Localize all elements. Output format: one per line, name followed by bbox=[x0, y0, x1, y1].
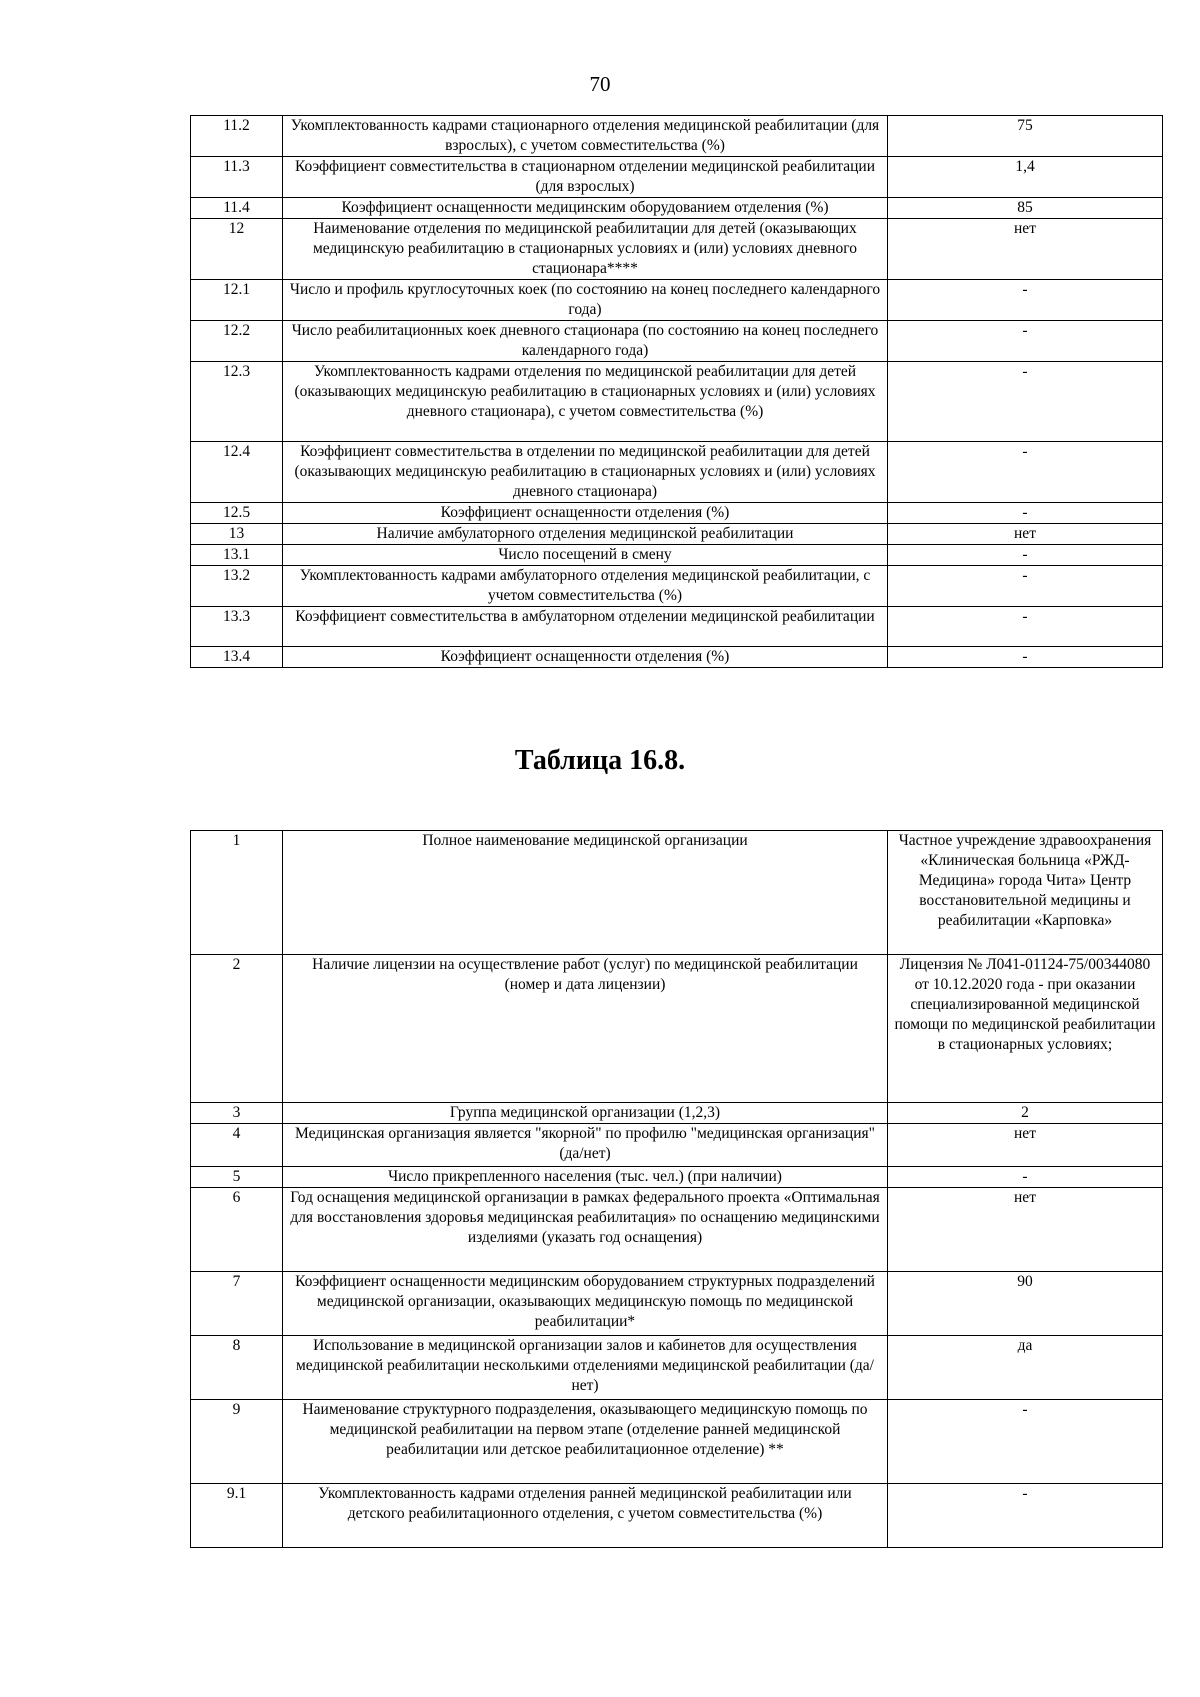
row-value: - bbox=[888, 503, 1163, 524]
row-value: - bbox=[888, 1400, 1163, 1484]
row-number: 13.4 bbox=[191, 647, 283, 668]
table-row bbox=[191, 524, 1163, 545]
table-row bbox=[191, 1188, 1163, 1272]
row-number: 11.3 bbox=[191, 157, 283, 198]
row-description: Коэффициент оснащенности медицинским оборудованием структурных подразделений медицинской организации, оказывающих медицинскую помощь по медицинской реабилитации* bbox=[283, 1272, 888, 1336]
row-description: Число реабилитационных коек дневного стационара (по состоянию на конец последнего календарного года) bbox=[283, 321, 888, 362]
row-value: нет bbox=[888, 219, 1163, 280]
row-number: 12 bbox=[191, 219, 283, 280]
row-description: Медицинская организация является "якорной" по профилю "медицинская организация" (да/нет) bbox=[283, 1124, 888, 1167]
row-value: - bbox=[888, 442, 1163, 503]
row-number: 7 bbox=[191, 1272, 283, 1336]
row-description: Коэффициент оснащенности медицинским оборудованием отделения (%) bbox=[283, 198, 888, 219]
row-value: 85 bbox=[888, 198, 1163, 219]
table-row bbox=[191, 545, 1163, 566]
table-row bbox=[191, 607, 1163, 647]
row-number: 1 bbox=[191, 831, 283, 955]
table-row bbox=[191, 157, 1163, 198]
row-number: 3 bbox=[191, 1103, 283, 1124]
row-number: 5 bbox=[191, 1167, 283, 1188]
table-row bbox=[191, 280, 1163, 321]
row-description: Год оснащения медицинской организации в рамках федерального проекта «Оптимальная для восстановления здоровья медицинская реабилитация» по оснащению медицинскими изделиями (указать год оснащения) bbox=[283, 1188, 888, 1272]
row-number: 12.2 bbox=[191, 321, 283, 362]
row-description: Число прикрепленного населения (тыс. чел.) (при наличии) bbox=[283, 1167, 888, 1188]
row-number: 6 bbox=[191, 1188, 283, 1272]
row-description: Укомплектованность кадрами стационарного отделения медицинской реабилитации (для взрослых), с учетом совместительства (%) bbox=[283, 116, 888, 157]
row-number: 9.1 bbox=[191, 1484, 283, 1548]
row-value: Частное учреждение здравоохранения «Клиническая больница «РЖД-Медицина» города Чита» Центр восстановительной медицины и реабилитации «Карповка» bbox=[888, 831, 1163, 955]
row-description: Коэффициент оснащенности отделения (%) bbox=[283, 647, 888, 668]
row-value: 1,4 bbox=[888, 157, 1163, 198]
table-row bbox=[191, 219, 1163, 280]
row-number: 8 bbox=[191, 1336, 283, 1400]
row-value: нет bbox=[888, 524, 1163, 545]
table-title: Таблица 16.8. bbox=[514, 745, 686, 776]
row-value: - bbox=[888, 607, 1163, 647]
row-value: - bbox=[888, 566, 1163, 607]
row-value: 75 bbox=[888, 116, 1163, 157]
row-number: 12.1 bbox=[191, 280, 283, 321]
table-row bbox=[191, 198, 1163, 219]
row-number: 13.1 bbox=[191, 545, 283, 566]
table-row bbox=[191, 321, 1163, 362]
row-description: Укомплектованность кадрами отделения по медицинской реабилитации для детей (оказывающих медицинскую реабилитацию в стационарных условиях и (или) условиях дневного стационара), с учетом совместительства (%) bbox=[283, 362, 888, 442]
table-row bbox=[191, 566, 1163, 607]
row-value: - bbox=[888, 647, 1163, 668]
page-number: 70 bbox=[589, 72, 611, 96]
row-description: Укомплектованность кадрами отделения ранней медицинской реабилитации или детского реабилитационного отделения, с учетом совместительства (%) bbox=[283, 1484, 888, 1548]
row-number: 12.4 bbox=[191, 442, 283, 503]
row-description: Использование в медицинской организации залов и кабинетов для осуществления медицинской реабилитации несколькими отделениями медицинской реабилитации (да/нет) bbox=[283, 1336, 888, 1400]
row-description: Полное наименование медицинской организации bbox=[283, 831, 888, 955]
table-16-8 bbox=[190, 830, 1163, 1548]
row-value: нет bbox=[888, 1188, 1163, 1272]
row-number: 13.3 bbox=[191, 607, 283, 647]
row-description: Число и профиль круглосуточных коек (по состоянию на конец последнего календарного года) bbox=[283, 280, 888, 321]
row-number: 2 bbox=[191, 955, 283, 1103]
row-number: 12.5 bbox=[191, 503, 283, 524]
row-value: - bbox=[888, 545, 1163, 566]
row-value: - bbox=[888, 1167, 1163, 1188]
row-value: - bbox=[888, 362, 1163, 442]
row-value: - bbox=[888, 280, 1163, 321]
table-row bbox=[191, 442, 1163, 503]
row-number: 13 bbox=[191, 524, 283, 545]
row-description: Коэффициент совместительства в амбулаторном отделении медицинской реабилитации bbox=[283, 607, 888, 647]
table-row bbox=[191, 647, 1163, 668]
table-row bbox=[191, 503, 1163, 524]
row-number: 13.2 bbox=[191, 566, 283, 607]
row-description: Наличие лицензии на осуществление работ (услуг) по медицинской реабилитации (номер и дата лицензии) bbox=[283, 955, 888, 1103]
row-description: Коэффициент оснащенности отделения (%) bbox=[283, 503, 888, 524]
row-value: 2 bbox=[888, 1103, 1163, 1124]
table-row bbox=[191, 955, 1163, 1103]
row-description: Коэффициент совместительства в отделении по медицинской реабилитации для детей (оказывающих медицинскую реабилитацию в стационарных условиях и (или) условиях дневного стационара) bbox=[283, 442, 888, 503]
row-number: 11.2 bbox=[191, 116, 283, 157]
row-value: - bbox=[888, 321, 1163, 362]
table-row bbox=[191, 1400, 1163, 1484]
row-description: Группа медицинской организации (1,2,3) bbox=[283, 1103, 888, 1124]
row-value: - bbox=[888, 1484, 1163, 1548]
row-description: Число посещений в смену bbox=[283, 545, 888, 566]
row-description: Укомплектованность кадрами амбулаторного отделения медицинской реабилитации, с учетом совместительства (%) bbox=[283, 566, 888, 607]
table-continued bbox=[190, 115, 1163, 668]
table-row bbox=[191, 1336, 1163, 1400]
table-row bbox=[191, 1484, 1163, 1548]
table-row bbox=[191, 1103, 1163, 1124]
row-value: 90 bbox=[888, 1272, 1163, 1336]
row-value: нет bbox=[888, 1124, 1163, 1167]
row-number: 12.3 bbox=[191, 362, 283, 442]
table-row bbox=[191, 1167, 1163, 1188]
table-row bbox=[191, 1272, 1163, 1336]
row-description: Коэффициент совместительства в стационарном отделении медицинской реабилитации (для взрослых) bbox=[283, 157, 888, 198]
row-number: 4 bbox=[191, 1124, 283, 1167]
row-description: Наименование отделения по медицинской реабилитации для детей (оказывающих медицинскую реабилитацию в стационарных условиях и (или) условиях дневного стационара**** bbox=[283, 219, 888, 280]
row-number: 9 bbox=[191, 1400, 283, 1484]
row-description: Наименование структурного подразделения, оказывающего медицинскую помощь по медицинской реабилитации на первом этапе (отделение ранней медицинской реабилитации или детское реабилитационное отделение) ** bbox=[283, 1400, 888, 1484]
table-row bbox=[191, 362, 1163, 442]
row-value: Лицензия № Л041-01124-75/00344080 от 10.12.2020 года - при оказании специализированной медицинской помощи по медицинской реабилитации в стационарных условиях; bbox=[888, 955, 1163, 1103]
row-number: 11.4 bbox=[191, 198, 283, 219]
row-value: да bbox=[888, 1336, 1163, 1400]
table-row bbox=[191, 831, 1163, 955]
table-row bbox=[191, 1124, 1163, 1167]
row-description: Наличие амбулаторного отделения медицинской реабилитации bbox=[283, 524, 888, 545]
table-row bbox=[191, 116, 1163, 157]
